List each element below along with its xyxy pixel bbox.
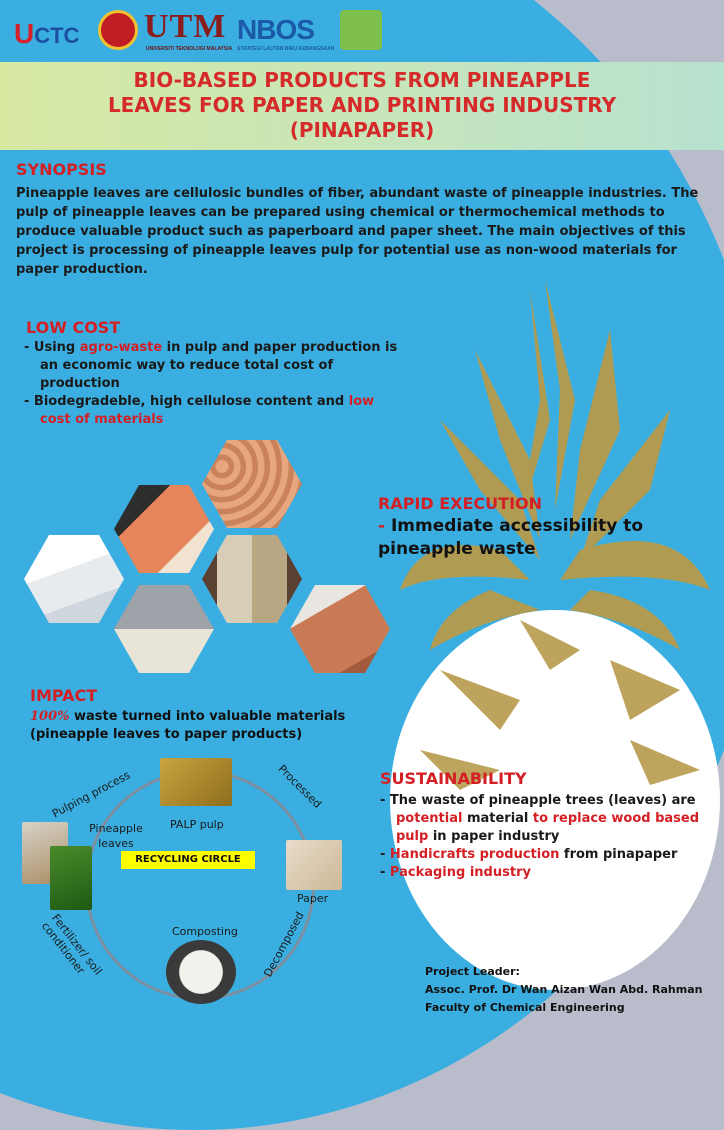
title-line-3: (PINAPAPER) xyxy=(289,118,435,142)
list-item: - Biodegradeble, high cellulose content and low cost of materials xyxy=(24,394,375,427)
synopsis-text: Pineapple leaves are cellulosic bundles of fiber, abundant waste of pineapple industries. The pulp of pineapple leaves can be prepared using chemical or thermochemical methods to produce valuable product such as paperboard and paper sheet. The main objectives of this project is processing of pineapple leaves pulp for potential use as non-wood materials for paper production. xyxy=(16,186,699,277)
list-item: - Packaging industry xyxy=(380,865,531,880)
rapid-execution-text: - Immediate accessibility to pineapple waste xyxy=(378,516,644,559)
fertilizer-label: Fertilizer/ soil conditioner xyxy=(38,911,105,978)
paper-photo xyxy=(286,840,342,890)
sustainability-list xyxy=(380,792,715,882)
decomposed-label: Decomposed xyxy=(261,909,307,980)
processed-label: Processed xyxy=(275,762,324,811)
project-leader-name: Assoc. Prof. Dr Wan Aizan Wan Abd. Rahman xyxy=(425,983,703,996)
recycling-circle-label: RECYCLING CIRCLE xyxy=(121,851,255,869)
list-item: - Handicrafts production from pinapaper xyxy=(380,847,678,862)
list-item: - The waste of pineapple trees (leaves) are potential material to replace wood based pulp in paper industry xyxy=(380,793,700,844)
pineapple-leaves-label: Pineapple leaves xyxy=(89,822,143,850)
project-leader-faculty: Faculty of Chemical Engineering xyxy=(425,1001,625,1014)
low-cost-list xyxy=(24,339,404,429)
green-partner-logo xyxy=(340,10,382,50)
poster-title xyxy=(0,68,724,143)
project-leader xyxy=(425,963,702,1017)
composting-label: Composting xyxy=(172,925,238,938)
synopsis-heading: SYNOPSIS xyxy=(16,160,107,179)
rapid-execution-heading: RAPID EXECUTION xyxy=(378,494,543,513)
pineapple-illustration xyxy=(380,270,724,990)
nbos-logo: NBOS xyxy=(237,14,314,45)
utm-logo-subtitle: UNIVERSITI TEKNOLOGI MALAYSIA xyxy=(146,46,233,52)
utm-seal-logo xyxy=(98,10,138,50)
list-item: - Using agro-waste in pulp and paper production is an economic way to reduce total cost of production xyxy=(24,340,398,391)
pineapple-leaves-photo-2 xyxy=(50,846,92,910)
title-line-2: LEAVES FOR PAPER AND PRINTING INDUSTRY xyxy=(107,93,617,117)
title-line-1: BIO-BASED PRODUCTS FROM PINEAPPLE xyxy=(133,68,591,92)
logo-bar xyxy=(0,0,724,62)
project-leader-label: Project Leader: xyxy=(425,965,520,978)
palp-pulp-photo xyxy=(160,758,232,806)
impact-percentage: 100% xyxy=(30,709,70,724)
paper-label: Paper xyxy=(297,892,329,905)
impact-heading: IMPACT xyxy=(30,686,98,705)
pulping-process-label: Pulping process xyxy=(49,768,133,821)
low-cost-heading: LOW COST xyxy=(26,318,121,337)
uctc-logo: UCTC xyxy=(14,18,80,49)
utm-logo: UTM xyxy=(144,8,227,45)
impact-text: 100% waste turned into valuable materials (pineapple leaves to paper products) xyxy=(30,709,346,742)
sustainability-heading: SUSTAINABILITY xyxy=(380,769,527,788)
nbos-logo-subtitle: STRATEGI LAUTAN BIRU KEBANGSAAN xyxy=(237,46,335,52)
palp-pulp-label: PALP pulp xyxy=(170,818,224,831)
composting-photo xyxy=(166,940,236,1004)
